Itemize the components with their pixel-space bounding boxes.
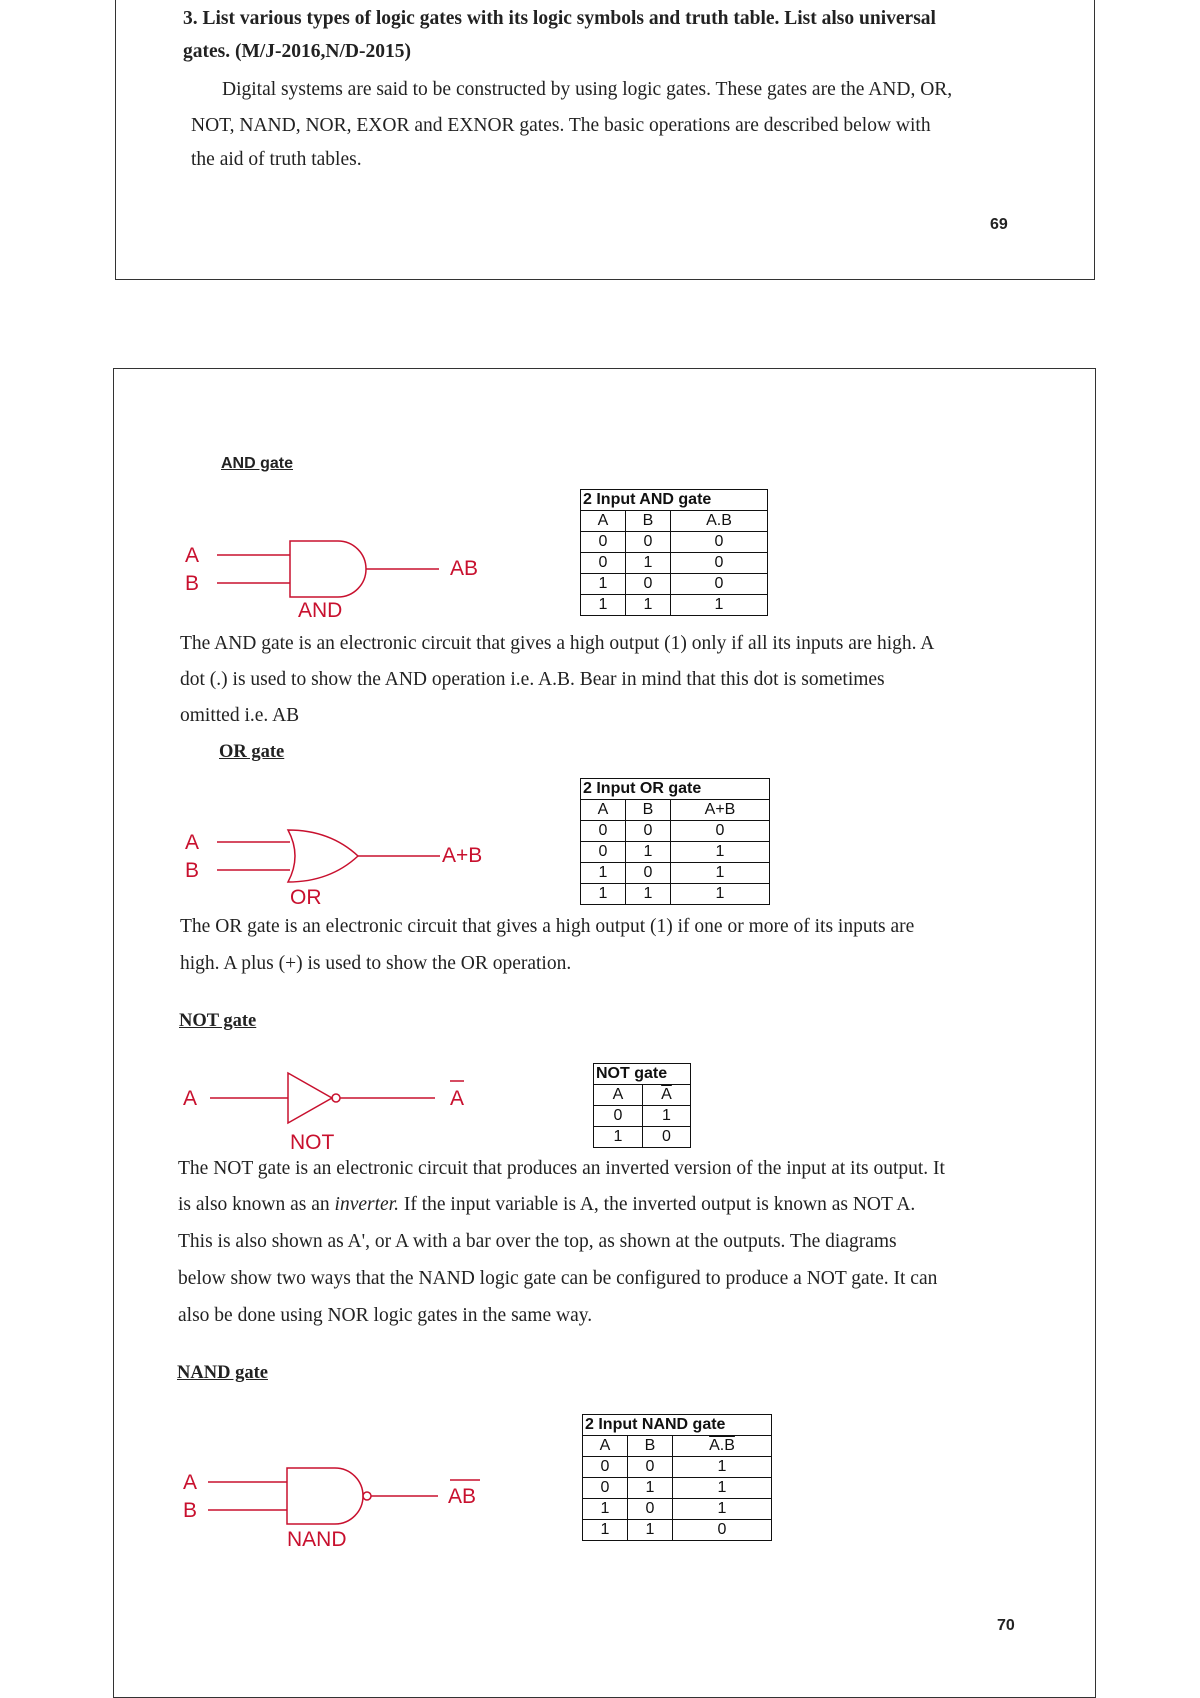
table-row — [581, 553, 768, 574]
table-cell: 0 — [583, 1457, 628, 1478]
table-cell: 0 — [626, 574, 671, 595]
table-cell: 0 — [671, 553, 768, 574]
nand-inversion-bubble — [363, 1492, 371, 1500]
table-cell: 0 — [628, 1457, 673, 1478]
not-gate-diagram — [180, 1068, 500, 1153]
and-table-caption: 2 Input AND gate — [581, 490, 768, 511]
and-truth-table — [580, 489, 768, 616]
table-row — [583, 1520, 772, 1541]
table-cell: 1 — [581, 574, 626, 595]
table-cell: 1 — [594, 1127, 643, 1148]
and-input-b-label: B — [185, 572, 200, 595]
table-row — [594, 1127, 691, 1148]
and-gate-diagram — [180, 535, 500, 620]
page-number-69: 69 — [990, 216, 1008, 233]
table-cell: 1 — [643, 1106, 691, 1127]
table-row — [581, 532, 768, 553]
table-cell: 1 — [671, 863, 770, 884]
table-cell: 1 — [626, 884, 671, 905]
not-description-line5: also be done using NOR logic gates in the same way. — [178, 1305, 593, 1326]
and-description-line1: The AND gate is an electronic circuit that gives a high output (1) only if all its inputs are high. A — [180, 633, 935, 654]
table-cell: 0 — [581, 821, 626, 842]
table-row — [594, 1106, 691, 1127]
table-cell: 0 — [626, 821, 671, 842]
not-description-text: is also known as an — [178, 1194, 335, 1215]
inverter-term: inverter. — [334, 1194, 399, 1215]
table-cell: 0 — [626, 863, 671, 884]
or-gate-heading: OR gate — [219, 742, 285, 762]
table-cell: 0 — [581, 532, 626, 553]
table-cell: 1 — [583, 1499, 628, 1520]
not-description-line1: The NOT gate is an electronic circuit that produces an inverted version of the input at its output. It — [178, 1158, 945, 1179]
and-table-header-out: A.B — [671, 511, 768, 532]
not-description-line3: This is also shown as A', or A with a bar over the top, as shown at the outputs. The diagrams — [178, 1231, 897, 1252]
or-gate-diagram — [180, 822, 500, 907]
and-description-line3: omitted i.e. AB — [180, 705, 300, 726]
table-row — [583, 1499, 772, 1520]
not-gate-label: NOT — [290, 1131, 335, 1154]
nand-table-header-out: A.B — [673, 1436, 772, 1457]
table-cell: 0 — [643, 1127, 691, 1148]
or-gate-symbol — [288, 830, 358, 882]
nand-table-header-b: B — [628, 1436, 673, 1457]
and-table-header-a: A — [581, 511, 626, 532]
nand-gate-heading: NAND gate — [177, 1363, 268, 1383]
and-gate-label: AND — [298, 599, 343, 622]
nand-gate-diagram — [180, 1462, 500, 1552]
and-output-label: AB — [450, 557, 479, 580]
or-description-line2: high. A plus (+) is used to show the OR operation. — [180, 953, 572, 974]
table-cell: 0 — [671, 574, 768, 595]
table-cell: 1 — [581, 595, 626, 616]
not-gate-symbol — [288, 1073, 332, 1123]
table-cell: 0 — [583, 1478, 628, 1499]
nand-table-header-a: A — [583, 1436, 628, 1457]
intro-line3: the aid of truth tables. — [191, 149, 362, 170]
table-cell: 0 — [626, 532, 671, 553]
table-cell: 0 — [673, 1520, 772, 1541]
table-cell: 1 — [626, 842, 671, 863]
not-description-text: If the input variable is A, the inverted output is known as NOT A. — [398, 1194, 916, 1215]
table-cell: 1 — [628, 1478, 673, 1499]
not-output-label: A — [450, 1087, 465, 1110]
table-row — [581, 863, 770, 884]
table-cell: 0 — [628, 1499, 673, 1520]
table-row — [583, 1457, 772, 1478]
or-table-header-out: A+B — [671, 800, 770, 821]
table-cell: 1 — [583, 1520, 628, 1541]
table-cell: 0 — [581, 842, 626, 863]
table-cell: 1 — [673, 1478, 772, 1499]
nand-table-caption: 2 Input NAND gate — [583, 1415, 772, 1436]
table-row — [581, 574, 768, 595]
not-input-label: A — [183, 1087, 198, 1110]
table-cell: 0 — [594, 1106, 643, 1127]
table-cell: 1 — [671, 842, 770, 863]
or-output-label: A+B — [442, 844, 483, 867]
or-description-line1: The OR gate is an electronic circuit that gives a high output (1) if one or more of its inputs are — [180, 916, 915, 937]
table-row — [581, 884, 770, 905]
or-table-caption: 2 Input OR gate — [581, 779, 770, 800]
nand-truth-table — [582, 1414, 772, 1541]
nand-output-label: AB — [448, 1485, 477, 1508]
table-cell: 0 — [671, 821, 770, 842]
nand-input-b-label: B — [183, 1499, 198, 1522]
table-row — [583, 1478, 772, 1499]
table-cell: 1 — [628, 1520, 673, 1541]
or-input-b-label: B — [185, 859, 200, 882]
and-gate-heading: AND gate — [221, 455, 294, 472]
and-table-header-b: B — [626, 511, 671, 532]
or-table-header-a: A — [581, 800, 626, 821]
table-cell: 0 — [581, 553, 626, 574]
not-truth-table — [593, 1063, 691, 1148]
or-input-a-label: A — [185, 831, 200, 854]
intro-line1: Digital systems are said to be constructed by using logic gates. These gates are the AND, OR, — [222, 79, 953, 100]
nand-gate-label: NAND — [287, 1528, 347, 1551]
and-gate-symbol — [290, 541, 366, 597]
table-cell: 1 — [626, 595, 671, 616]
table-cell: 0 — [671, 532, 768, 553]
table-cell: 1 — [671, 595, 768, 616]
nand-input-a-label: A — [183, 1471, 198, 1494]
not-gate-heading: NOT gate — [179, 1011, 257, 1031]
or-gate-label: OR — [290, 886, 322, 909]
table-row — [581, 842, 770, 863]
or-truth-table — [580, 778, 770, 905]
nand-gate-symbol — [287, 1468, 363, 1524]
question-title-line2: gates. (M/J-2016,N/D-2015) — [183, 41, 411, 62]
table-cell: 1 — [673, 1499, 772, 1520]
table-cell: 1 — [581, 884, 626, 905]
question-title-line1: 3. List various types of logic gates with its logic symbols and truth table. List also universal — [183, 8, 936, 29]
not-description-line4: below show two ways that the NAND logic gate can be configured to produce a NOT gate. It can — [178, 1268, 938, 1289]
not-description-line2 — [178, 1187, 915, 1223]
table-cell: 1 — [671, 884, 770, 905]
not-table-caption: NOT gate — [594, 1064, 691, 1085]
table-cell: 1 — [581, 863, 626, 884]
page-number-70: 70 — [997, 1617, 1015, 1634]
table-row — [581, 821, 770, 842]
and-input-a-label: A — [185, 544, 200, 567]
and-description-line2: dot (.) is used to show the AND operation i.e. A.B. Bear in mind that this dot is sometimes — [180, 669, 885, 690]
table-cell: 1 — [673, 1457, 772, 1478]
not-table-header-out: $\overline{A}$ — [643, 1085, 691, 1106]
not-table-header-a: A — [594, 1085, 643, 1106]
table-row — [581, 595, 768, 616]
or-table-header-b: B — [626, 800, 671, 821]
table-cell: 1 — [626, 553, 671, 574]
intro-line2: NOT, NAND, NOR, EXOR and EXNOR gates. The basic operations are described below with — [191, 115, 931, 136]
